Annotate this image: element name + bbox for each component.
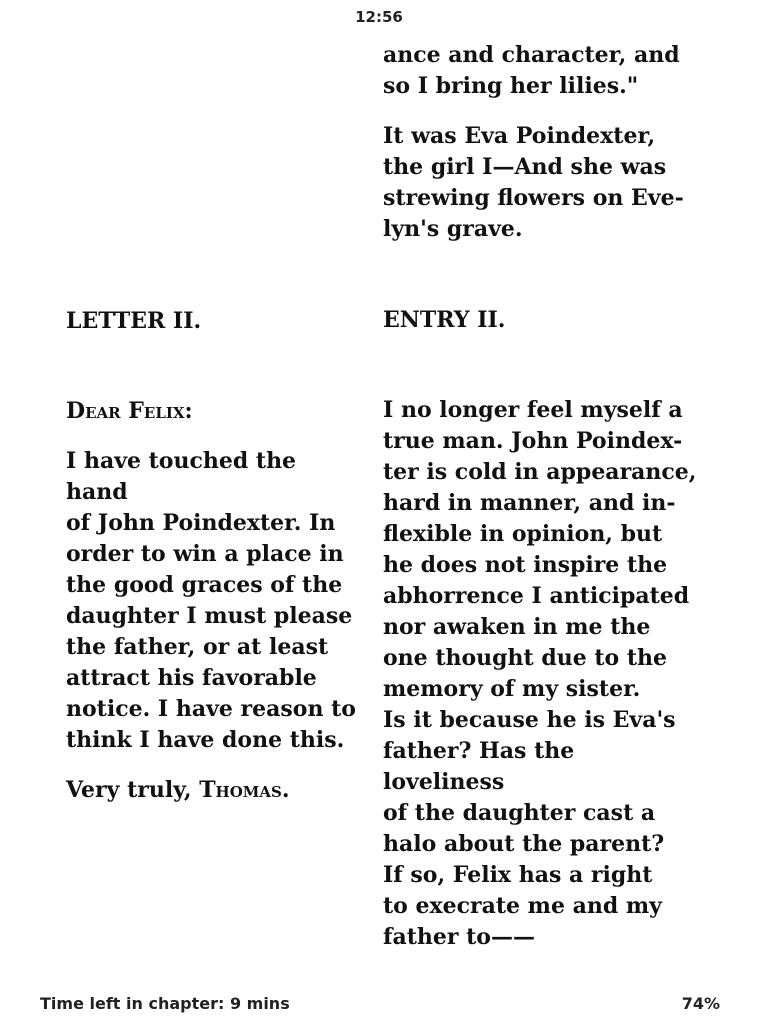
letter-closing	[66, 775, 358, 806]
letter-salutation: Dear Felix:	[66, 398, 193, 424]
paragraph: It was Eva Poindexter, the girl I—And she was strewing flowers on Eve- lyn's grave.	[383, 123, 684, 242]
entry-body: I no longer feel myself a true man. John Poindex- ter is cold in appearance, hard in manner, and in- flexible in opinion, but he does not inspire the abhorrence I anticipated nor awaken in me the one thought due to the memory of my sister. Is it because he is Eva's father? Has the loveliness of the daughter cast a halo about the parent? If so, Felix has a right to execrate me and my father to——	[383, 397, 697, 950]
closing-prefix: Very truly,	[66, 777, 200, 803]
continued-text: ance and character, and so I bring her lilies."	[383, 42, 680, 99]
letter-heading: LETTER II.	[66, 308, 202, 334]
entry-heading: ENTRY II.	[383, 307, 506, 333]
status-bar-time: 12:56	[355, 8, 403, 26]
closing-signature: Thomas.	[199, 777, 290, 803]
time-left-in-chapter[interactable]: Time left in chapter: 9 mins	[40, 994, 290, 1013]
reading-progress[interactable]: 74%	[681, 994, 720, 1013]
right-column	[383, 40, 703, 953]
left-column	[66, 306, 358, 806]
letter-body: I have touched the hand of John Poindexter. In order to win a place in the good graces of the daughter I must please the father, or at least attract his favorable notice. I have reason to think I have done this.	[66, 448, 356, 753]
